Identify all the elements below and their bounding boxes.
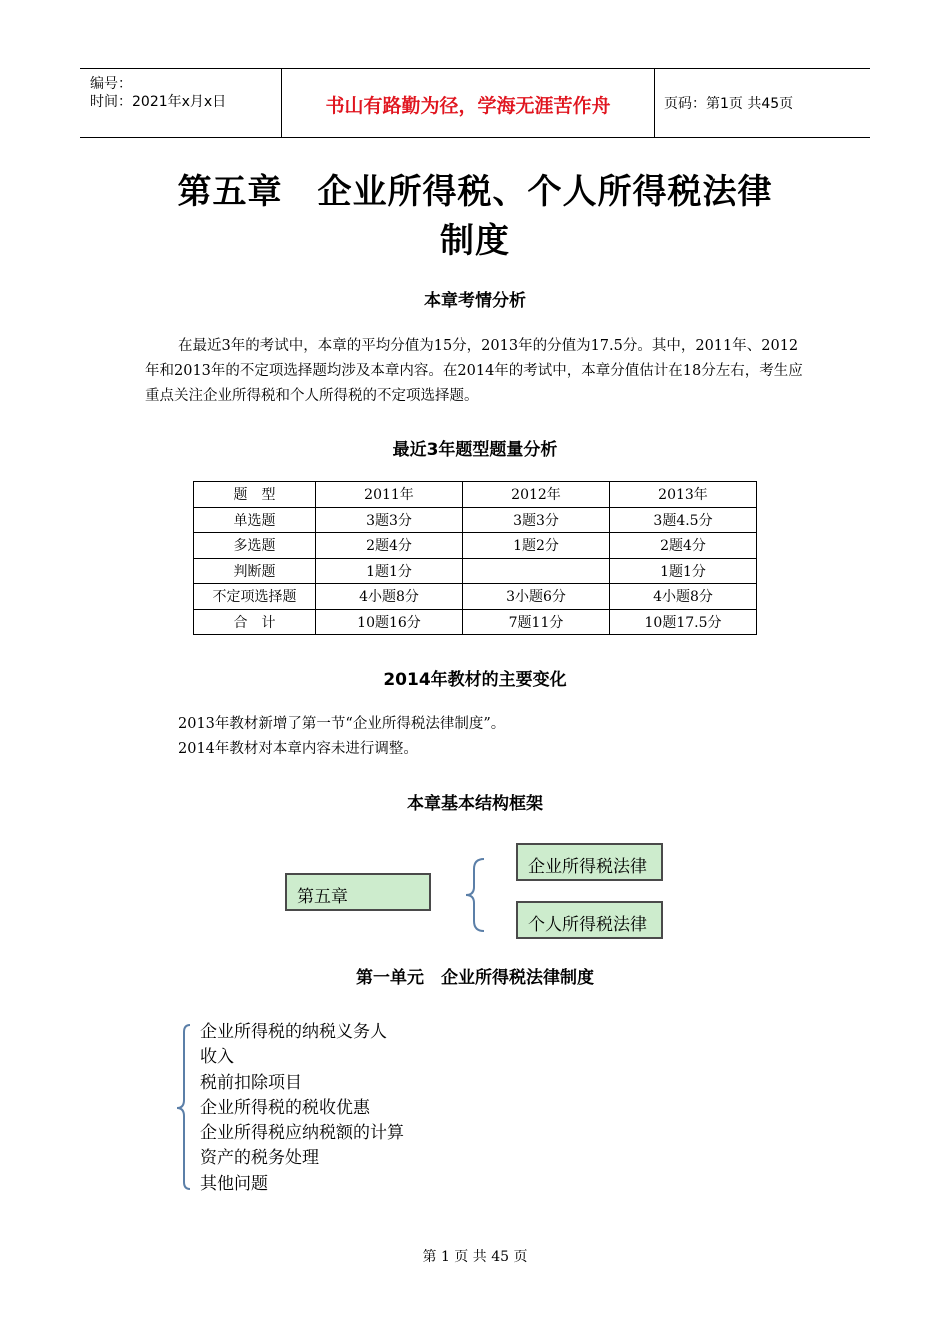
table-cell: 2题4分 xyxy=(610,533,757,559)
table-header-cell: 2011年 xyxy=(316,482,463,508)
table-cell: 4小题8分 xyxy=(316,584,463,610)
table-cell: 多选题 xyxy=(194,533,316,559)
list-item: 其他问题 xyxy=(200,1173,268,1194)
table-cell: 1题1分 xyxy=(316,558,463,584)
header-info-cell xyxy=(80,69,280,137)
table-row xyxy=(194,584,757,610)
table-cell: 合 计 xyxy=(194,609,316,635)
table-cell: 1题1分 xyxy=(610,558,757,584)
page-footer: 第 1 页 共 45 页 xyxy=(422,1249,528,1265)
framework-branch-box: 企业所得税法律 xyxy=(516,843,663,881)
table-header-row xyxy=(194,482,757,508)
table-cell: 7题11分 xyxy=(463,609,610,635)
table-cell: 1题2分 xyxy=(463,533,610,559)
chapter-title-line1: 第五章 企业所得税、个人所得税法律 xyxy=(177,172,773,212)
changes-line: 2013年教材新增了第一节“企业所得税法律制度”。 xyxy=(178,716,506,732)
table-cell: 3题3分 xyxy=(316,507,463,533)
framework-branch-box: 个人所得税法律 xyxy=(516,901,663,939)
header-motto: 书山有路勤为径，学海无涯苦作舟 xyxy=(325,95,611,117)
table-row xyxy=(194,558,757,584)
table-header-cell: 题 型 xyxy=(194,482,316,508)
unit-one-list xyxy=(200,1020,404,1197)
framework-root-box: 第五章 xyxy=(285,873,431,911)
unit-one-heading: 第一单元 企业所得税法律制度 xyxy=(356,968,594,988)
header-motto-cell xyxy=(281,69,655,137)
question-table-heading: 最近3年题型题量分析 xyxy=(392,440,558,460)
table-header-cell: 2013年 xyxy=(610,482,757,508)
table-cell: 3题4.5分 xyxy=(610,507,757,533)
table-row xyxy=(194,507,757,533)
document-time-label: 时间：2021年x月x日 xyxy=(90,94,227,110)
framework-heading: 本章基本结构框架 xyxy=(407,794,543,814)
question-table xyxy=(193,481,757,635)
exam-analysis-heading: 本章考情分析 xyxy=(424,291,526,311)
exam-analysis-paragraph xyxy=(145,334,805,409)
document-number-label: 编号： xyxy=(90,76,132,92)
table-cell: 2题4分 xyxy=(316,533,463,559)
chapter-title-line2: 制度 xyxy=(440,221,510,261)
table-cell: 3小题6分 xyxy=(463,584,610,610)
table-header-cell: 2012年 xyxy=(463,482,610,508)
header-page-number: 页码：第1页 共45页 xyxy=(664,96,794,112)
list-item: 企业所得税应纳税额的计算 xyxy=(200,1123,404,1144)
list-item: 资产的税务处理 xyxy=(200,1148,319,1169)
unit-brace-icon xyxy=(174,1022,194,1192)
table-cell: 4小题8分 xyxy=(610,584,757,610)
list-item: 收入 xyxy=(200,1047,234,1068)
page-header xyxy=(80,68,870,138)
list-item: 税前扣除项目 xyxy=(200,1072,302,1093)
table-row xyxy=(194,609,757,635)
list-item: 企业所得税的税收优惠 xyxy=(200,1097,370,1118)
framework-brace-icon xyxy=(460,855,490,935)
table-row xyxy=(194,533,757,559)
table-cell xyxy=(463,558,610,584)
header-page-cell xyxy=(654,69,870,137)
changes-heading: 2014年教材的主要变化 xyxy=(383,670,567,690)
table-cell: 10题17.5分 xyxy=(610,609,757,635)
changes-line: 2014年教材对本章内容未进行调整。 xyxy=(178,741,418,757)
changes-text xyxy=(178,712,505,762)
exam-analysis-text: 在最近3年的考试中，本章的平均分值为15分，2013年的分值为17.5分。其中，2011年、2012年和2013年的不定项选择题均涉及本章内容。在2014年的考试中，本章分值估计在18分左右，考生应重点关注企业所得税和个人所得税的不定项选择题。 xyxy=(145,338,803,404)
table-cell: 3题3分 xyxy=(463,507,610,533)
table-cell: 10题16分 xyxy=(316,609,463,635)
list-item: 企业所得税的纳税义务人 xyxy=(200,1022,387,1042)
table-cell: 不定项选择题 xyxy=(194,584,316,610)
table-cell: 单选题 xyxy=(194,507,316,533)
table-cell: 判断题 xyxy=(194,558,316,584)
